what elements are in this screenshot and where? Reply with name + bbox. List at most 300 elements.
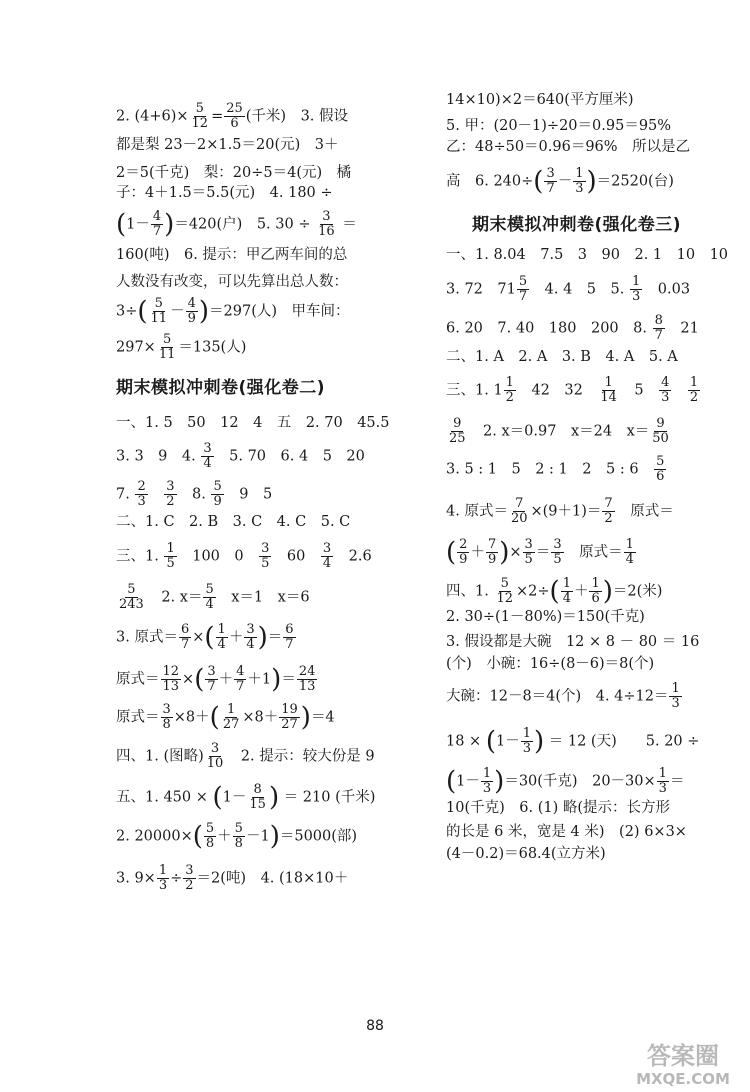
fraction: [630, 275, 642, 304]
text-run: ＝2520(台): [596, 173, 674, 190]
fraction-denominator: 27: [281, 717, 298, 732]
fraction-denominator: 9: [187, 311, 196, 326]
fraction-denominator: 3: [522, 741, 531, 756]
answer-line: [446, 417, 672, 446]
text-run: ＝297(人) 甲车间：: [209, 303, 350, 320]
answer-line: [116, 210, 357, 239]
fraction: [669, 682, 681, 711]
answer-line: [116, 297, 350, 326]
fraction-numerator: 1: [482, 766, 492, 781]
text-run: ×8＋: [242, 709, 279, 726]
text-run: 8.: [177, 486, 211, 503]
text-run: 的长是 6 米，宽是 4 米) (2) 6×3×: [446, 824, 687, 840]
fraction-numerator: 1: [625, 537, 634, 552]
text-run: 3÷: [116, 303, 138, 320]
text-run: 4. 4 5 5.: [530, 281, 629, 298]
large-paren: ): [271, 664, 282, 695]
text-run: ＝30(千克) 20－30×: [504, 773, 656, 790]
fraction-denominator: 10: [206, 756, 224, 771]
fraction-denominator: 6: [230, 116, 239, 131]
fraction: [573, 167, 585, 196]
text-run: [672, 383, 687, 399]
text-run: ＝2(吨) 4. (18×10＋: [196, 870, 349, 887]
answer-line: [446, 376, 701, 405]
fraction-denominator: 2: [166, 494, 175, 509]
fraction: [151, 210, 163, 239]
answer-line: [116, 822, 357, 851]
answer-line: [116, 742, 375, 771]
text-run: 1－: [126, 216, 150, 233]
text-run: 人数没有改变，可以先算出总人数：: [116, 274, 348, 290]
answer-line: [446, 90, 634, 110]
fraction: [183, 864, 195, 893]
large-paren: ): [257, 622, 268, 653]
fraction-denominator: 5: [524, 552, 533, 567]
fraction: [457, 538, 469, 567]
fraction-denominator: 2: [185, 878, 194, 893]
fraction-numerator: 12: [162, 664, 180, 679]
fraction-numerator: 3: [166, 479, 175, 494]
text-run: 原式＝: [615, 503, 674, 520]
text-run: 60: [272, 548, 320, 565]
text-run: 1－: [495, 733, 520, 750]
answer-line: [446, 767, 684, 796]
fraction: [321, 542, 333, 571]
text-run: 子：4＋1.5＝5.5(元) 4. 180 ÷: [116, 185, 333, 201]
text-run: 3. 3 9 4.: [116, 448, 201, 465]
fraction: [205, 665, 217, 694]
fraction-numerator: 3: [246, 622, 255, 637]
text-run: x＝1 x＝6: [216, 589, 310, 606]
text-run: ＋: [228, 629, 244, 646]
large-paren: ): [602, 576, 613, 607]
page-number: 88: [366, 1018, 384, 1034]
fraction: [517, 275, 529, 304]
fraction-numerator: 1: [591, 576, 600, 591]
text-run: 21: [665, 320, 699, 337]
text-run: －: [170, 303, 185, 320]
fraction-denominator: 13: [162, 679, 180, 694]
fraction: [486, 538, 498, 567]
text-run: 160(吨) 6. 提示：甲乙两车间的总: [116, 247, 348, 263]
fraction-denominator: 2: [505, 390, 514, 405]
text-run: ÷: [170, 870, 183, 887]
text-run: (4－0.2)＝68.4(立方米): [446, 846, 606, 862]
fraction-numerator: 1: [522, 726, 531, 741]
large-paren: ): [164, 209, 175, 240]
answer-line: [116, 665, 318, 694]
text-run: 四、1.: [446, 583, 494, 600]
fraction: [190, 102, 211, 131]
text-run: ＝4: [310, 709, 335, 726]
text-run: 5: [619, 382, 659, 399]
answer-line: [116, 413, 389, 433]
fraction-numerator: 5: [154, 296, 163, 311]
large-paren: (: [533, 166, 544, 197]
fraction-numerator: 2: [137, 479, 146, 494]
fraction: [279, 703, 300, 732]
text-run: ×: [192, 629, 205, 646]
fraction-numerator: 3: [322, 541, 332, 556]
fraction: [161, 665, 182, 694]
fraction-numerator: 5: [500, 576, 509, 591]
fraction-denominator: 3: [575, 181, 584, 196]
fraction-numerator: 3: [553, 537, 562, 552]
fraction-numerator: 8: [253, 782, 262, 797]
text-run: ×: [509, 544, 522, 561]
fraction-denominator: 3: [661, 390, 670, 405]
fraction-numerator: 1: [575, 166, 584, 181]
fraction: [481, 767, 493, 796]
fraction: [161, 703, 173, 732]
large-paren: ): [499, 537, 510, 568]
fraction-numerator: 3: [524, 537, 533, 552]
large-paren: (: [137, 296, 148, 327]
fraction: [447, 417, 468, 446]
text-run: 0.03: [643, 281, 691, 298]
large-paren: ): [198, 296, 210, 327]
fraction-denominator: 3: [631, 289, 641, 304]
text-run: 乙：48÷50＝0.96＝96% 所以是乙: [446, 139, 691, 155]
answer-line: [446, 632, 699, 652]
text-run: 都是梨 23－2×1.5＝20(元) 3＋: [116, 137, 339, 153]
fraction-numerator: 3: [261, 541, 270, 556]
fraction: [659, 376, 671, 405]
fraction-numerator: 1: [217, 622, 226, 637]
fraction-numerator: 25: [226, 101, 243, 116]
fraction-denominator: 4: [203, 456, 212, 471]
text-run: 2. x＝: [146, 589, 203, 606]
answer-line: [116, 542, 372, 571]
text-run: ＝: [267, 629, 283, 646]
large-paren: (: [116, 209, 127, 240]
fraction: [598, 376, 619, 405]
fraction-numerator: 1: [505, 375, 514, 390]
fraction: [224, 102, 245, 131]
text-run: 100 0: [177, 548, 259, 565]
answer-line: [446, 116, 671, 136]
fraction-numerator: 3: [546, 166, 555, 181]
text-run: 原式＝: [116, 671, 160, 688]
text-run: 三、1.: [116, 548, 164, 565]
fraction-denominator: 8: [205, 836, 215, 851]
answer-line: [116, 272, 348, 292]
fraction-denominator: 243: [119, 597, 144, 612]
text-run: 四、1. (图略): [116, 748, 204, 765]
text-run: ＝: [337, 216, 357, 233]
fraction-numerator: 2: [459, 537, 468, 552]
large-paren: (: [446, 766, 457, 797]
fraction-numerator: 4: [187, 296, 196, 311]
text-run: ＝: [535, 544, 551, 561]
fraction-numerator: 9: [453, 416, 462, 431]
fraction-denominator: 7: [180, 637, 190, 652]
fraction-numerator: 7: [515, 496, 524, 511]
fraction-denominator: 12: [496, 591, 513, 606]
text-run: 2. 提示：较大份是 9: [226, 748, 375, 765]
fraction-numerator: 5: [205, 582, 214, 597]
fraction-numerator: 4: [661, 375, 670, 390]
text-run: ＝: [281, 671, 296, 688]
text-run: 14×10)×2＝640(平方厘米): [446, 92, 634, 108]
watermark-icon: [624, 1038, 742, 1088]
fraction-denominator: 11: [158, 347, 176, 362]
fraction-numerator: 9: [656, 416, 665, 431]
fraction-denominator: 8: [234, 836, 243, 851]
large-paren: ): [534, 726, 545, 757]
fraction-numerator: 3: [210, 741, 220, 756]
text-run: －: [557, 173, 573, 190]
text-run: ＝2(米): [612, 583, 663, 600]
answer-line: [116, 703, 335, 732]
fraction: [247, 783, 268, 812]
fraction: [650, 417, 671, 446]
fraction-denominator: 9: [487, 552, 497, 567]
fraction-denominator: 14: [600, 390, 617, 405]
large-paren: (: [209, 702, 220, 733]
fraction-numerator: 1: [658, 766, 667, 781]
large-paren: ): [494, 766, 505, 797]
large-paren: (: [194, 664, 205, 695]
answer-line: [446, 347, 678, 367]
text-run: 297×: [116, 339, 156, 356]
answer-line: [446, 844, 606, 864]
fraction: [494, 577, 515, 606]
answer-line: [116, 864, 348, 893]
fraction-denominator: 3: [158, 878, 168, 893]
fraction: [233, 822, 245, 851]
fraction: [521, 727, 533, 756]
answer-line: [116, 245, 347, 265]
large-paren: ): [586, 166, 597, 197]
fraction: [297, 665, 318, 694]
answer-line: [446, 682, 683, 711]
fraction: [117, 583, 146, 612]
text-run: ＝: [669, 773, 685, 790]
fraction-numerator: 3: [322, 209, 331, 224]
fraction-denominator: 9: [213, 494, 222, 509]
text-run: ＋: [217, 828, 232, 845]
fraction-denominator: 7: [152, 224, 162, 239]
fraction-denominator: 50: [652, 431, 669, 446]
answer-line: [116, 623, 297, 652]
answer-line: [446, 137, 690, 157]
answer-line: [116, 480, 272, 509]
watermark-top-text: 答案圈: [647, 1042, 719, 1070]
fraction: [186, 297, 198, 326]
text-run: 2.6: [334, 548, 372, 565]
fraction-denominator: 4: [625, 552, 634, 567]
fraction-numerator: 19: [281, 702, 298, 717]
text-run: ×8＋: [173, 709, 210, 726]
fraction: [164, 480, 176, 509]
fraction: [544, 167, 556, 196]
fraction: [657, 767, 669, 796]
text-run: 原式＝: [564, 544, 623, 561]
large-paren: (: [212, 782, 223, 813]
answer-line: [116, 783, 375, 812]
text-run: 3. 假设都是大碗 12 × 8 － 80 ＝ 16: [446, 634, 700, 650]
large-paren: ): [268, 782, 280, 813]
fraction-denominator: 27: [222, 717, 240, 732]
large-paren: (: [192, 821, 203, 852]
text-run: ＝ 12 (天) 5. 20 ÷: [544, 733, 700, 750]
fraction-numerator: 1: [562, 576, 571, 591]
fraction-numerator: 6: [180, 622, 190, 637]
fraction: [561, 577, 573, 606]
fraction-numerator: 3: [207, 664, 216, 679]
fraction-denominator: 3: [482, 781, 492, 796]
fraction-numerator: 7: [487, 537, 497, 552]
large-paren: (: [485, 726, 496, 757]
fraction: [205, 742, 226, 771]
fraction-numerator: 1: [226, 702, 236, 717]
fraction-denominator: 5: [553, 552, 562, 567]
answer-line: [446, 497, 674, 526]
fraction-denominator: 11: [150, 311, 168, 326]
answer-line: [446, 245, 728, 265]
fraction-denominator: 5: [166, 556, 175, 571]
fraction-denominator: 16: [318, 224, 335, 239]
fraction: [523, 538, 535, 567]
text-run: 3. 9×: [116, 870, 156, 887]
text-run: ×: [182, 671, 195, 688]
text-run: ＝5000(部): [279, 828, 358, 845]
fraction: [234, 665, 246, 694]
section-heading-exam-3: 期末模拟冲刺卷(强化卷三): [472, 215, 682, 235]
text-run: ＋: [573, 583, 589, 600]
text-run: 7.: [116, 486, 135, 503]
fraction-numerator: 1: [158, 863, 168, 878]
fraction-denominator: 4: [322, 556, 332, 571]
fraction: [504, 376, 516, 405]
fraction-denominator: 12: [191, 116, 209, 131]
watermark-bottom-text: MXQE.COM: [636, 1070, 730, 1088]
fraction-denominator: 9: [459, 552, 468, 567]
fraction-denominator: 2: [689, 390, 699, 405]
fraction-numerator: 5: [162, 332, 172, 347]
fraction-denominator: 4: [217, 637, 226, 652]
fraction-denominator: 7: [654, 328, 663, 343]
fraction: [211, 480, 223, 509]
fraction-denominator: 3: [137, 494, 146, 509]
fraction: [602, 497, 614, 526]
fraction: [316, 210, 337, 239]
text-run: 2. 30÷(1－80%)＝150(千克): [446, 609, 645, 625]
text-run: 三、1. 1: [446, 382, 503, 399]
fraction-denominator: 7: [236, 679, 245, 694]
text-run: ＝135(人): [178, 339, 247, 356]
fraction-denominator: 4: [205, 597, 214, 612]
text-run: 一、1. 8.04 7.5 3 90 2. 1 10 10: [446, 247, 729, 263]
fraction: [654, 455, 666, 484]
large-paren: ): [269, 821, 280, 852]
large-paren: (: [204, 622, 215, 653]
fraction-numerator: 5: [195, 101, 204, 116]
fraction-denominator: 6: [656, 469, 665, 484]
fraction-numerator: 5: [205, 821, 215, 836]
text-run: 1－: [222, 789, 247, 806]
answer-line: [116, 102, 348, 131]
text-run: 10(千克) 6. (1) 略(提示：长方形: [446, 800, 671, 816]
fraction: [589, 577, 601, 606]
text-run: ＋1: [247, 671, 272, 688]
fraction-numerator: 3: [162, 702, 171, 717]
fraction: [157, 864, 169, 893]
fraction: [164, 542, 176, 571]
text-run: (个) 小碗：16÷(8－6)＝8(个): [446, 656, 655, 672]
answer-line: [446, 727, 699, 756]
fraction-denominator: 7: [518, 289, 528, 304]
fraction: [551, 538, 563, 567]
text-run: 大碗：12－8＝4(个) 4. 4÷12＝: [446, 688, 669, 705]
fraction-numerator: 4: [236, 664, 245, 679]
fraction-denominator: 13: [298, 679, 316, 694]
fraction: [688, 376, 700, 405]
text-run: 2. 20000×: [116, 828, 193, 845]
fraction: [203, 583, 215, 612]
fraction: [204, 822, 216, 851]
answer-line: [446, 607, 645, 627]
fraction: [135, 480, 147, 509]
answer-line: [446, 798, 670, 818]
fraction: [149, 297, 170, 326]
watermark-logo: [624, 1038, 742, 1088]
fraction-numerator: 1: [604, 375, 613, 390]
fraction-denominator: 6: [591, 591, 600, 606]
fraction: [201, 442, 213, 471]
answer-line: [116, 512, 350, 532]
fraction-denominator: 7: [285, 637, 294, 652]
fraction-denominator: 8: [162, 717, 171, 732]
fraction: [283, 623, 295, 652]
fraction-denominator: 2: [604, 511, 613, 526]
fraction-denominator: 25: [449, 431, 466, 446]
text-run: 3. 5 : 1 5 2 : 1 2 5 : 6: [446, 461, 654, 478]
fraction-denominator: 3: [658, 781, 667, 796]
text-run: 5. 70 6. 4 5 20: [214, 448, 365, 465]
text-run: =: [211, 108, 224, 125]
answer-line: [446, 314, 699, 343]
text-run: 二、1. C 2. B 3. C 4. C 5. C: [116, 514, 351, 530]
fraction: [244, 623, 256, 652]
answer-line: [446, 654, 654, 674]
text-run: 2＝5(千克) 梨：20÷5＝4(元) 橘: [116, 165, 352, 181]
text-run: ＝ 210 (千米): [279, 789, 376, 806]
fraction-numerator: 1: [631, 274, 641, 289]
fraction: [624, 538, 636, 567]
text-run: 1－: [456, 773, 480, 790]
answer-line: [446, 275, 690, 304]
fraction: [653, 314, 665, 343]
answer-line: [116, 135, 338, 155]
fraction-denominator: 3: [671, 696, 680, 711]
fraction-numerator: 5: [213, 479, 222, 494]
fraction-numerator: 7: [604, 496, 613, 511]
text-run: ＋: [470, 544, 485, 561]
fraction-numerator: 3: [203, 441, 212, 456]
text-run: ×(9＋1)＝: [530, 503, 602, 520]
fraction-numerator: 5: [234, 821, 243, 836]
fraction-numerator: 24: [298, 664, 316, 679]
large-paren: ): [300, 702, 311, 733]
answer-line: [116, 583, 310, 612]
answer-line: [446, 822, 687, 842]
text-run: 3. 72 71: [446, 281, 516, 298]
text-run: －1: [245, 828, 270, 845]
fraction-numerator: 1: [166, 541, 175, 556]
text-run: 6. 20 7. 40 180 200 8.: [446, 320, 652, 337]
